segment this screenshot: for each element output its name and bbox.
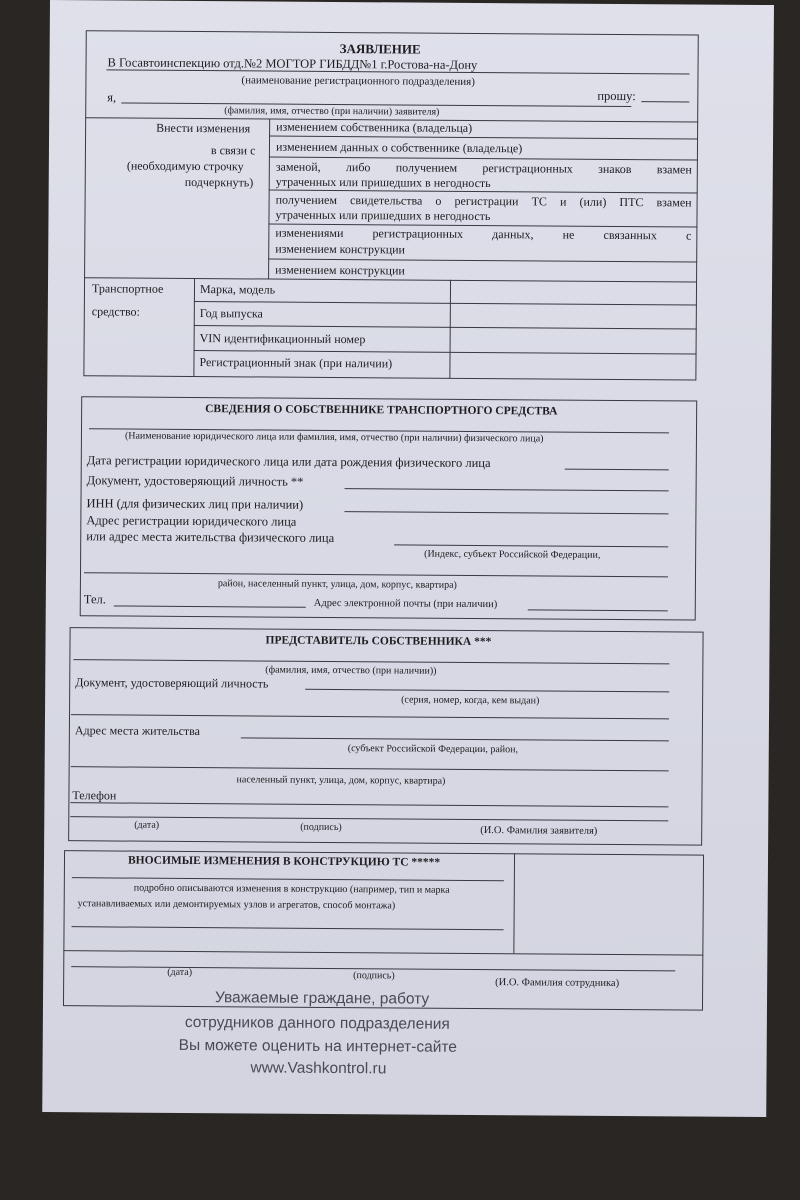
stamp-line-3: Вы можете оценить на интернет-сайте (178, 1036, 457, 1056)
construction-sig-name: (И.О. Фамилия сотрудника) (495, 977, 620, 989)
owner-name-caption: (Наименование юридического лица или фамилия, имя, отчество (при наличии) физического лица) (124, 430, 544, 445)
change-option-certificate[interactable]: получением свидетельства о регистрации ТС и (или) ПТС взамен (275, 192, 692, 210)
vehicle-vin: VIN идентификационный номер (199, 331, 366, 347)
owner-inn-label: ИНН (для физических лиц при наличии) (86, 496, 304, 512)
vehicle-make-model-value[interactable] (452, 282, 695, 304)
owner-title: СВЕДЕНИЯ О СОБСТВЕННИКЕ ТРАНСПОРТНОГО СРЕДСТВА (205, 403, 558, 418)
change-option-reg-data-2: изменением конструкции (275, 241, 406, 257)
owner-address-label-2: или адрес места жительства физического лица (86, 529, 335, 545)
changes-label-4: подчеркнуть) (184, 174, 254, 190)
changes-label-3: (необходимую строчку (126, 158, 244, 174)
representative-address-caption-2: населенный пункт, улица, дом, корпус, квартира) (236, 774, 446, 787)
vehicle-reg-plate-value[interactable] (451, 354, 694, 379)
applicant-caption: (фамилия, имя, отчество (при наличии) заявителя) (224, 105, 440, 118)
representative-doc-caption: (серия, номер, когда, кем выдан) (401, 694, 540, 707)
owner-address-caption-2: район, населенный пункт, улица, дом, корпус, квартира) (217, 578, 457, 591)
representative-address-label: Адрес места жительства (74, 723, 201, 739)
change-option-construction[interactable]: изменением конструкции (275, 262, 405, 278)
employee-stamp-area[interactable] (515, 855, 702, 952)
owner-address-caption-1: (Индекс, субъект Российской Федерации, (424, 548, 601, 561)
vehicle-vin-value[interactable] (452, 329, 695, 352)
representative-sig-date: (дата) (134, 819, 160, 831)
changes-label-1: Внести изменения (156, 120, 251, 136)
owner-email-label: Адрес электронной почты (при наличии) (313, 597, 498, 611)
stamp-website[interactable]: www.Vashkontrol.ru (250, 1059, 387, 1078)
change-option-plates-2: утраченных или пришедших в негодность (275, 174, 491, 191)
owner-address-label-1: Адрес регистрации юридического лица (86, 513, 297, 529)
application-form-sheet (42, 0, 774, 1117)
vehicle-year-value[interactable] (452, 305, 695, 327)
representative-address-caption-1: (субъект Российской Федерации, район, (347, 743, 519, 756)
change-option-owner-data[interactable]: изменением данных о собственнике (владельце) (275, 139, 523, 156)
construction-caption-2: устанавливаемых или демонтируемых узлов и агрегатов, способ монтажа) (77, 898, 396, 912)
vehicle-reg-plate: Регистрационный знак (при наличии) (199, 355, 393, 371)
authority-caption: (наименование регистрационного подразделения) (241, 74, 475, 88)
construction-sig-date: (дата) (167, 966, 193, 979)
changes-label-2: в связи с (210, 143, 256, 158)
change-option-owner[interactable]: изменением собственника (владельца) (276, 119, 473, 135)
owner-phone-label: Тел. (83, 592, 106, 607)
representative-doc-label: Документ, удостоверяющий личность (75, 675, 269, 691)
construction-title: ВНОСИМЫЕ ИЗМЕНЕНИЯ В КОНСТРУКЦИЮ ТС ***** (127, 854, 441, 869)
representative-name-caption: (фамилия, имя, отчество (при наличии)) (265, 664, 437, 677)
vehicle-label-2: средство: (91, 304, 140, 319)
representative-sig-signature: (подпись) (300, 821, 342, 834)
vehicle-make-model: Марка, модель (199, 282, 276, 297)
construction-sig-signature: (подпись) (353, 970, 395, 982)
representative-sig-name: (И.О. Фамилия заявителя) (480, 825, 598, 837)
change-option-plates[interactable]: заменой, либо получением регистрационных знаков взамен (275, 159, 692, 177)
representative-title: ПРЕДСТАВИТЕЛЬ СОБСТВЕННИКА *** (265, 634, 492, 649)
construction-caption-1: подробно описываются изменения в конструкцию (например, тип и марка (133, 882, 450, 896)
i-label: я, (107, 90, 117, 105)
form-title: ЗАЯВЛЕНИЕ (339, 41, 421, 57)
vehicle-year: Год выпуска (199, 306, 263, 321)
owner-date-label: Дата регистрации юридического лица или дата рождения физического лица (86, 453, 491, 471)
stamp-line-2: сотрудников данного подразделения (184, 1013, 450, 1033)
stamp-line-1: Уважаемые граждане, работу (214, 989, 430, 1008)
representative-phone-label: Телефон (72, 788, 117, 803)
change-option-certificate-2: утраченных или пришедших в негодность (275, 207, 491, 224)
owner-doc-label: Документ, удостоверяющий личность ** (86, 473, 304, 489)
vehicle-label-1: Транспортное (91, 281, 164, 296)
authority-name: В Госавтоинспекцию отд.№2 МОГТОР ГИБДД№1 г.Ростова-на-Дону (107, 55, 478, 72)
request-label: прошу: (597, 88, 636, 104)
change-option-reg-data[interactable]: изменениями регистрационных данных, не связанных с (275, 225, 692, 243)
